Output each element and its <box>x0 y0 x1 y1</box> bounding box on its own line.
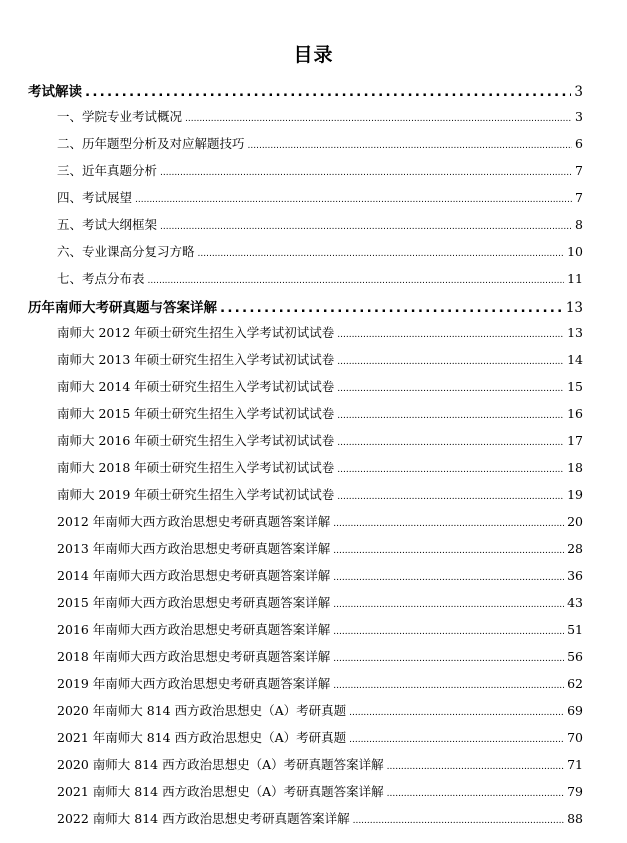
toc-item-label: 2021 年南师大 814 西方政治思想史（A）考研真题 <box>57 730 347 745</box>
toc-item[interactable] <box>57 404 583 422</box>
dot-leader <box>387 762 564 772</box>
toc-page-number: 14 <box>567 352 583 367</box>
toc-page-number: 19 <box>567 487 583 502</box>
toc-item[interactable] <box>57 620 583 638</box>
toc-item[interactable] <box>57 755 583 773</box>
toc-item-label: 七、考点分布表 <box>57 271 145 286</box>
toc-item-label: 2013 年南师大西方政治思想史考研真题答案详解 <box>57 541 331 556</box>
toc-item-label: 南师大 2012 年硕士研究生招生入学考试初试试卷 <box>57 325 335 340</box>
toc-item-label: 二、历年题型分析及对应解题技巧 <box>57 136 245 151</box>
toc-item-label: 2020 年南师大 814 西方政治思想史（A）考研真题 <box>57 703 347 718</box>
toc-page-number: 88 <box>567 811 583 826</box>
toc-item-label: 三、近年真题分析 <box>57 163 158 178</box>
toc-item-label: 一、学院专业考试概况 <box>57 109 183 124</box>
toc-item[interactable] <box>57 242 583 260</box>
toc-item-label: 六、专业课高分复习方略 <box>57 244 195 259</box>
toc-page-number: 71 <box>567 757 583 772</box>
toc-item[interactable] <box>57 323 583 341</box>
toc-page-number: 15 <box>567 379 583 394</box>
toc-item-label: 南师大 2016 年硕士研究生招生入学考试初试试卷 <box>57 433 335 448</box>
toc-section-past-papers[interactable] <box>28 296 583 316</box>
toc-item[interactable] <box>57 350 583 368</box>
toc-page-number: 3 <box>575 109 583 124</box>
toc-item[interactable] <box>57 485 583 503</box>
toc-page-number: 7 <box>575 190 583 205</box>
toc-item[interactable] <box>57 215 583 233</box>
dot-leader <box>333 681 564 691</box>
toc-item[interactable] <box>57 647 583 665</box>
page-title: 目录 <box>293 44 334 66</box>
toc-item-label: 2012 年南师大西方政治思想史考研真题答案详解 <box>57 514 331 529</box>
toc-section-label: 考试解读 <box>28 84 82 100</box>
toc-item[interactable] <box>57 161 583 179</box>
toc-item-label: 2018 年南师大西方政治思想史考研真题答案详解 <box>57 649 331 664</box>
dot-leader <box>349 735 564 745</box>
dot-leader <box>337 465 564 475</box>
dot-leader <box>337 438 564 448</box>
toc-item-label: 南师大 2013 年硕士研究生招生入学考试初试试卷 <box>57 352 335 367</box>
dot-leader <box>337 330 564 340</box>
toc-item[interactable] <box>57 782 583 800</box>
toc-item-label: 五、考试大纲框架 <box>57 217 158 232</box>
dot-leader <box>337 411 564 421</box>
toc-item-label: 2016 年南师大西方政治思想史考研真题答案详解 <box>57 622 331 637</box>
dot-leader <box>333 573 564 583</box>
toc-item-label: 南师大 2018 年硕士研究生招生入学考试初试试卷 <box>57 460 335 475</box>
toc-item[interactable] <box>57 566 583 584</box>
toc-page-number: 11 <box>567 271 583 286</box>
dot-leader <box>148 276 565 286</box>
toc-item-label: 2015 年南师大西方政治思想史考研真题答案详解 <box>57 595 331 610</box>
dot-leader <box>337 492 564 502</box>
toc-item-label: 四、考试展望 <box>57 190 133 205</box>
toc-page-number: 79 <box>567 784 583 799</box>
toc-item[interactable] <box>57 377 583 395</box>
toc-item-label: 2022 南师大 814 西方政治思想史考研真题答案详解 <box>57 811 350 826</box>
toc-item[interactable] <box>57 458 583 476</box>
toc-item-label: 南师大 2015 年硕士研究生招生入学考试初试试卷 <box>57 406 335 421</box>
toc-item[interactable] <box>57 269 583 287</box>
toc-page-number: 20 <box>567 514 583 529</box>
dot-leader <box>160 222 572 232</box>
toc-item-label: 南师大 2014 年硕士研究生招生入学考试初试试卷 <box>57 379 335 394</box>
toc-item[interactable] <box>57 107 583 125</box>
toc-page-number: 16 <box>567 406 583 421</box>
toc-page-number: 62 <box>567 676 583 691</box>
toc-item[interactable] <box>57 431 583 449</box>
dot-leader <box>387 789 564 799</box>
toc-section-exam-interpretation[interactable] <box>28 80 583 100</box>
dot-leader <box>333 654 564 664</box>
dot-leader <box>198 249 565 259</box>
toc-item-label: 2019 年南师大西方政治思想史考研真题答案详解 <box>57 676 331 691</box>
toc-item[interactable] <box>57 593 583 611</box>
dot-leader <box>337 384 564 394</box>
toc-page-number: 28 <box>567 541 583 556</box>
toc-page-number: 51 <box>567 622 583 637</box>
toc-page-number: 18 <box>567 460 583 475</box>
dot-leader <box>333 546 564 556</box>
toc-item-label: 2020 南师大 814 西方政治思想史（A）考研真题答案详解 <box>57 757 384 772</box>
toc-page-number: 13 <box>565 300 583 316</box>
toc-page-number: 56 <box>567 649 583 664</box>
dot-leader <box>353 816 565 826</box>
dot-leader <box>333 600 564 610</box>
toc-item[interactable] <box>57 188 583 206</box>
toc-page-number: 7 <box>575 163 583 178</box>
toc-item[interactable] <box>57 809 583 827</box>
dot-leader <box>337 357 564 367</box>
toc-item-label: 2021 南师大 814 西方政治思想史（A）考研真题答案详解 <box>57 784 384 799</box>
dot-leader <box>248 141 573 151</box>
dot-leader <box>333 627 564 637</box>
toc-item[interactable] <box>57 728 583 746</box>
toc-page-number: 43 <box>567 595 583 610</box>
toc-page-number: 10 <box>567 244 583 259</box>
toc-page-number: 13 <box>567 325 583 340</box>
dot-leader <box>349 708 564 718</box>
dot-leader <box>333 519 564 529</box>
toc-page-number: 6 <box>575 136 583 151</box>
dot-leader <box>220 300 563 316</box>
toc-item[interactable] <box>57 701 583 719</box>
toc-item-label: 2014 年南师大西方政治思想史考研真题答案详解 <box>57 568 331 583</box>
dot-leader <box>160 168 572 178</box>
toc-item[interactable] <box>57 512 583 530</box>
toc-page-number: 70 <box>567 730 583 745</box>
toc-item[interactable] <box>57 134 583 152</box>
dot-leader <box>85 84 571 100</box>
toc-page-number: 69 <box>567 703 583 718</box>
toc-page-number: 36 <box>567 568 583 583</box>
toc-item-label: 南师大 2019 年硕士研究生招生入学考试初试试卷 <box>57 487 335 502</box>
dot-leader <box>185 114 572 124</box>
toc-section-label: 历年南师大考研真题与答案详解 <box>28 300 217 316</box>
toc-item[interactable] <box>57 674 583 692</box>
toc-item[interactable] <box>57 539 583 557</box>
toc-page-number: 3 <box>574 84 583 100</box>
toc-page-number: 8 <box>575 217 583 232</box>
dot-leader <box>135 195 572 205</box>
toc-page-number: 17 <box>567 433 583 448</box>
